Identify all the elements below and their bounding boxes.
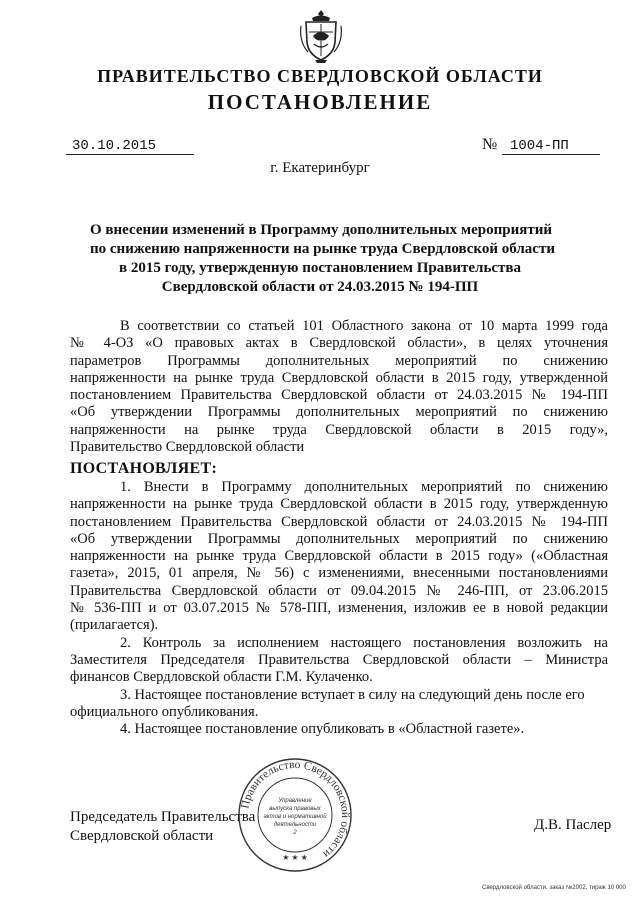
date-underline: [66, 154, 194, 155]
document-date: 30.10.2015: [72, 138, 157, 154]
body-line: напряженности на рынке труда Свердловской области в 2015 году»,: [70, 421, 608, 438]
position-line: Председатель Правительства: [70, 809, 256, 825]
government-name: ПРАВИТЕЛЬСТВО СВЕРДЛОВСКОЙ ОБЛАСТИ: [97, 66, 543, 86]
resolve-heading: ПОСТАНОВЛЯЕТ:: [70, 460, 218, 477]
item-line: № 536-ПП и от 03.07.2015 № 578-ПП, изменения, изложив ее в новой редакции: [70, 600, 608, 617]
title-line: по снижению напряженности на рынке труда Свердловской области: [90, 241, 555, 257]
coat-of-arms-icon: [298, 8, 344, 64]
document-title: [90, 221, 555, 297]
item-line: газета», 2015, 01 апреля, № 56) с изменениями, внесенными постановлениями: [70, 565, 608, 582]
item-line: Правительства Свердловской области от 09.04.2015 № 246-ПП, от 23.06.2015: [70, 582, 608, 599]
svg-text:Управление: Управление: [278, 798, 312, 804]
item-line: 4. Настоящее постановление опубликовать в «Областной газете».: [120, 721, 525, 738]
svg-text:деятельности: деятельности: [273, 822, 317, 828]
svg-text:Правительство Свердловской обл: Правительство Свердловской области: [239, 758, 352, 861]
title-line: Свердловской области от 24.03.2015 № 194-ПП: [161, 279, 479, 295]
item-line: напряженности на рынке труда Свердловской области в 2015 году, утвержденную: [70, 496, 608, 513]
body-line: параметров Программы дополнительных мероприятий по снижению: [70, 352, 608, 369]
svg-text:★ ★ ★: ★ ★ ★: [282, 853, 308, 862]
item-line: финансов Свердловской области Г.М. Кулаченко.: [70, 669, 373, 686]
item-line: постановлением Правительства Свердловской области от 24.03.2015 № 194-ПП: [70, 513, 608, 530]
city-name: г. Екатеринбург: [270, 160, 370, 176]
item-line: официального опубликования.: [70, 703, 259, 720]
item-line: 2. Контроль за исполнением настоящего постановления возложить на: [120, 634, 608, 651]
printing-note: Свердловской области. заказ №2002, тираж 10 000: [482, 885, 626, 891]
body-line: напряженности на рынке труда Свердловской области в 2015 году, утвержденной: [70, 369, 608, 386]
preamble-paragraph: [70, 318, 608, 456]
title-line: О внесении изменений в Программу дополнительных мероприятий: [90, 222, 553, 238]
svg-text:2: 2: [293, 830, 297, 836]
official-stamp-icon: [236, 756, 354, 874]
title-line: в 2015 году, утвержденную постановлением Правительства: [118, 260, 522, 276]
body-line: № 4-ОЗ «О правовых актах в Свердловской области», в целях уточнения: [70, 335, 608, 352]
item-line: напряженности на рынке труда Свердловской области в 2015 году» («Областная: [70, 548, 608, 565]
document-number: 1004-ПП: [510, 138, 569, 154]
body-line: «Об утверждении Программы дополнительных мероприятий по снижению: [70, 404, 608, 421]
item-line: «Об утверждении Программы дополнительных мероприятий по снижению: [70, 530, 608, 547]
item-line: 3. Настоящее постановление вступает в силу на следующий день после его: [120, 686, 585, 703]
resolution-items: [70, 479, 608, 738]
signatory-position: [70, 808, 255, 846]
body-line: В соответствии со статьей 101 Областного закона от 10 марта 1999 года: [120, 318, 608, 334]
item-line: 1. Внести в Программу дополнительных мероприятий по снижению: [120, 479, 608, 495]
number-label: №: [482, 136, 498, 153]
svg-text:выпуска правовых: выпуска правовых: [269, 806, 321, 812]
number-underline: [502, 154, 600, 155]
body-line: постановлением Правительства Свердловской области от 24.03.2015 № 194-ПП: [70, 387, 608, 404]
body-line: Правительство Свердловской области: [70, 439, 305, 456]
position-line: Свердловской области: [70, 828, 214, 844]
item-line: Заместителя Председателя Правительства Свердловской области – Министра: [70, 651, 608, 668]
svg-text:актов и нормативной: актов и нормативной: [263, 814, 327, 820]
document-type: ПОСТАНОВЛЕНИЕ: [207, 90, 433, 114]
item-line: (прилагается).: [70, 617, 159, 634]
signatory-name: Д.В. Паслер: [534, 817, 612, 833]
